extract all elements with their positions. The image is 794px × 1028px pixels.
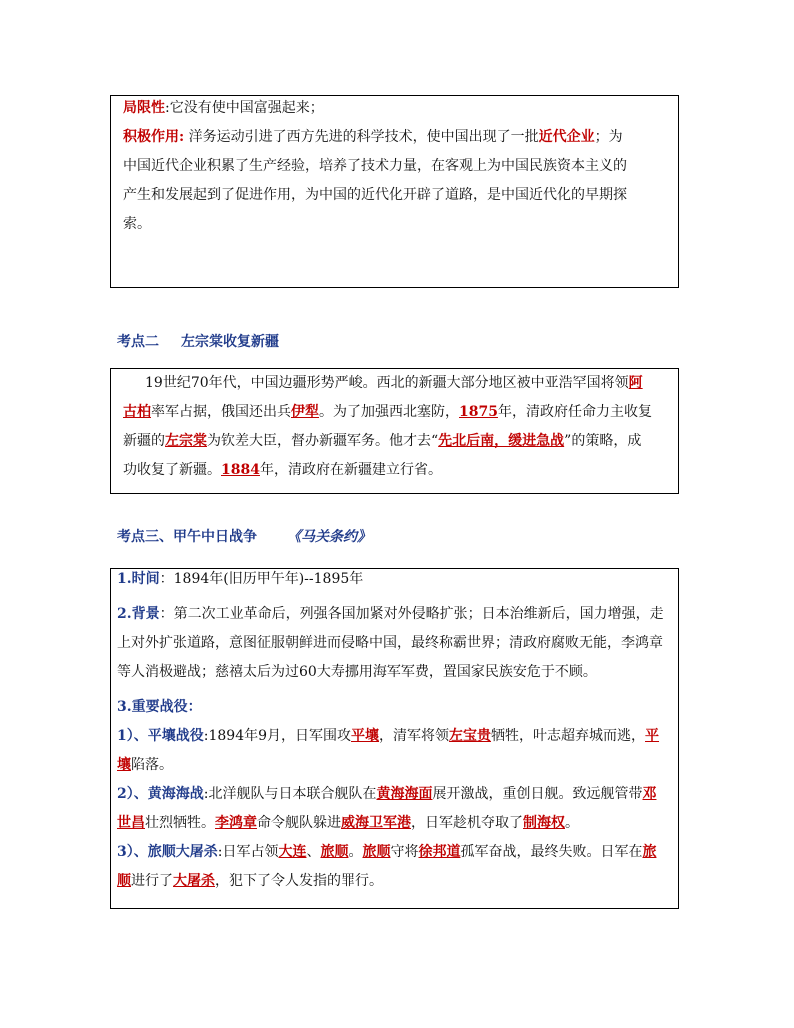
limitation-text: :它没有使中国富强起来； (165, 100, 324, 116)
battle-pyongyang (117, 722, 666, 780)
highlight-1875: 1875 (459, 404, 498, 420)
text-run: 展开激战，重创日舰。致远舰管带 (432, 786, 643, 802)
time-text: ：1894年(旧历甲午年)--1895年 (159, 571, 364, 587)
highlight: 世昌 (117, 815, 145, 831)
highlight: 旅顺 (362, 844, 391, 860)
highlight-strategy: 先北后南，缓进急战 (438, 433, 565, 449)
highlight-yili: 伊犁 (291, 404, 319, 420)
text-run: :1894年9月，日军围攻 (203, 728, 352, 744)
heading-number: 考点二 (117, 334, 159, 350)
background-paragraph (117, 600, 666, 687)
positive-effect-line (123, 123, 654, 152)
highlight: 顺 (117, 873, 131, 889)
limitations-box (110, 95, 679, 288)
text-run: 消极避战；慈禧太后为过60大寿挪用海军军费，置国家民族安危于不顾。 (145, 664, 597, 680)
text-run: 新疆。 (179, 462, 221, 478)
section-heading-3 (117, 526, 371, 546)
text-run: ：第二次工业革命后，列强各国加紧对外侵略扩张；日本治维新后，国力增强，走上 (117, 606, 664, 651)
highlight-zuo-zongtang: 左宗棠 (165, 433, 207, 449)
text-run: ，日军趁机夺取了 (411, 815, 523, 831)
xinjiang-box (110, 368, 679, 494)
highlight: 李鸿章 (215, 815, 257, 831)
text-run: ，犯下了令人发指的罪行。 (215, 873, 383, 889)
highlight-1884: 1884 (221, 462, 260, 478)
highlight: 壤 (117, 757, 131, 773)
text-run: 牺牲，叶志超弃城而逃， (491, 728, 646, 744)
limitation-label: 局限性 (123, 100, 165, 116)
text-run: 19世纪70年代，中国边疆形势严峻。西北的新疆大部分地区被中亚浩罕国将领 (145, 375, 629, 391)
battle-label: 2）、黄海海战 (117, 786, 204, 802)
text-run: 壮烈牺牲。 (145, 815, 215, 831)
text-run: 率军占据，俄国还出兵 (151, 404, 291, 420)
highlight: 平壤 (351, 728, 380, 744)
text-run: 对外扩张道路，意图征服朝鲜进而侵略中国，最终称霸世界；清政府腐败无能，李鸿章等人 (117, 635, 663, 680)
body-line: 中国近代企业积累了生产经验，培养了技术力量，在客观上为中国民族资本主义的 (123, 158, 627, 174)
highlight: 徐邦道 (418, 844, 461, 860)
text-run: ”的策略，成功收复了 (123, 433, 642, 478)
highlight: 制海权 (523, 815, 565, 831)
text-run: :北洋舰队与日本联合舰队在 (203, 786, 377, 802)
battles-label: 3.重要战役： (117, 699, 202, 715)
body-line: 产生和发展起到了促进作用，为中国的近代化开辟了道路，是中国近代化的早期探 (123, 187, 627, 203)
battle-label: 1）、平壤战役 (117, 728, 204, 744)
highlight: 大屠杀 (173, 873, 215, 889)
heading-title: 左宗棠收复新疆 (181, 334, 279, 350)
highlight: 旅 (642, 844, 657, 860)
text-run: 、 (306, 844, 321, 860)
sino-japanese-war-box (110, 568, 679, 909)
limitation-line (123, 94, 654, 123)
text-run: 。 (565, 815, 579, 831)
time-label: 1.时间 (117, 571, 160, 587)
heading-number: 考点三、甲午中日战争 (117, 529, 257, 545)
highlight: 黄海海面 (376, 786, 433, 802)
text-run: ，清军将领 (379, 728, 450, 744)
body-line: 索。 (123, 216, 151, 232)
positive-effect-tail: ；为 (594, 129, 623, 145)
highlight: 左宝贵 (449, 728, 492, 744)
positive-effect-text: 洋务运动引进了西方先进的科学技术，使中国出现了一批 (184, 129, 539, 145)
positive-effect-label: 积极作用: (123, 129, 185, 145)
highlight: 威海卫军港 (341, 815, 411, 831)
background-label: 2.背景 (117, 606, 160, 622)
text-run: 孤军奋战，最终失败。日军在 (460, 844, 643, 860)
battle-yellow-sea (117, 780, 666, 838)
highlight: 邓 (642, 786, 657, 802)
highlight: 大连 (278, 844, 307, 860)
text-run: 为钦差大臣，督办新疆军务。他才去“ (207, 433, 439, 449)
xinjiang-paragraph (123, 369, 654, 485)
battle-label: 3）、旅顺大屠杀 (117, 844, 218, 860)
text-run: 年，清政府在新疆建立行省。 (259, 462, 442, 478)
battle-lushun (117, 838, 666, 896)
time-line (117, 565, 666, 594)
text-run: :日军占领 (217, 844, 279, 860)
text-run: 。 (348, 844, 363, 860)
heading-title: 《马关条约》 (287, 529, 371, 545)
section-heading-2 (117, 331, 279, 351)
highlight: 平 (645, 728, 660, 744)
highlight: 旅顺 (320, 844, 349, 860)
highlight-modern-enterprise: 近代企业 (538, 129, 595, 145)
text-run: 守将 (390, 844, 419, 860)
text-run: 。为了加强西北塞防， (319, 404, 459, 420)
text-run: 年，清政府任命力主收复新疆的 (123, 404, 652, 449)
text-run: 命令舰队躲进 (257, 815, 341, 831)
text-run: 进行了 (131, 873, 173, 889)
text-run: 陷落。 (131, 757, 173, 773)
highlight-agubo: 阿古柏 (123, 375, 643, 420)
